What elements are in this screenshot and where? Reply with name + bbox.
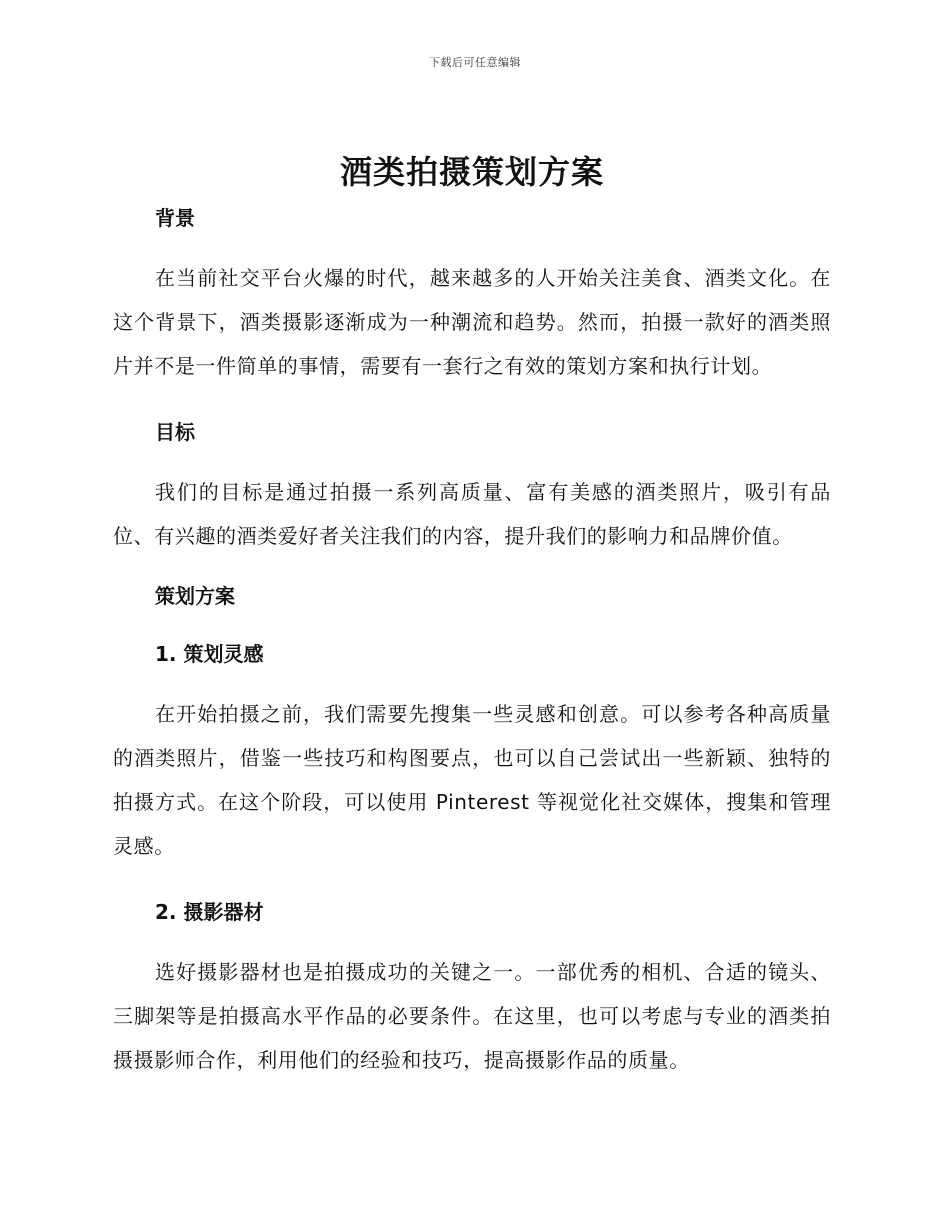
paragraph-goal: 我们的目标是通过拍摄一系列高质量、富有美感的酒类照片，吸引有品位、有兴趣的酒类爱好者关注我们的内容，提升我们的影响力和品牌价值。 bbox=[113, 480, 831, 548]
paragraph-background: 在当前社交平台火爆的时代，越来越多的人开始关注美食、酒类文化。在这个背景下，酒类摄影逐渐成为一种潮流和趋势。然而，拍摄一款好的酒类照片并不是一件简单的事情，需要有一套行之有效的策划方案和执行计划。 bbox=[113, 266, 831, 378]
paragraph-equipment: 选好摄影器材也是拍摄成功的关键之一。一部优秀的相机、合适的镜头、三脚架等是拍摄高水平作品的必要条件。在这里，也可以考虑与专业的酒类拍摄摄影师合作，利用他们的经验和技巧，提高摄影作品的质量。 bbox=[113, 960, 831, 1072]
section-heading-background: 背景 bbox=[155, 206, 195, 230]
document-body bbox=[113, 148, 831, 1082]
document-title: 酒类拍摄策划方案 bbox=[339, 153, 604, 191]
section-heading-goal: 目标 bbox=[155, 420, 195, 444]
section-heading-plan: 策划方案 bbox=[155, 584, 235, 608]
subsection-heading-equipment: 2. 摄影器材 bbox=[155, 900, 264, 924]
subsection-heading-inspiration: 1. 策划灵感 bbox=[155, 642, 264, 666]
header-note: 下载后可任意编辑 bbox=[429, 56, 521, 69]
paragraph-inspiration: 在开始拍摄之前，我们需要先搜集一些灵感和创意。可以参考各种高质量的酒类照片，借鉴一些技巧和构图要点，也可以自己尝试出一些新颖、独特的拍摄方式。在这个阶段，可以使用 Pinterest 等视觉化社交媒体，搜集和管理灵感。 bbox=[113, 702, 831, 858]
